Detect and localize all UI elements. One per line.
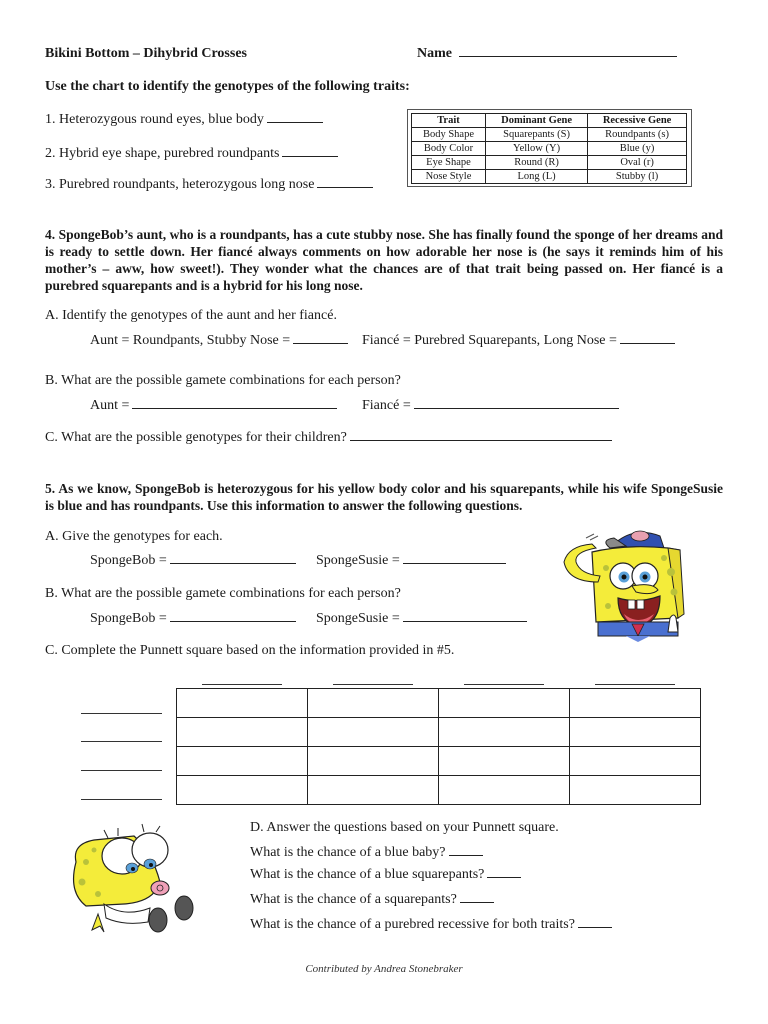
trait-cell: Eye Shape [412, 156, 486, 170]
children-genotypes-blank[interactable] [350, 439, 612, 441]
header-trait: Trait [412, 114, 486, 128]
recessive-cell: Blue (y) [588, 142, 687, 156]
blue-squarepants-blank[interactable] [487, 876, 521, 878]
punnett-cell[interactable] [308, 747, 439, 776]
q4-fiance-gametes: Fiancé = [362, 398, 619, 414]
q4-part-c: C. What are the possible genotypes for their children? [45, 430, 612, 446]
dominant-cell: Long (L) [485, 170, 587, 184]
worksheet-title: Bikini Bottom – Dihybrid Crosses [45, 46, 247, 61]
punnett-cell[interactable] [177, 718, 308, 747]
punnett-cell[interactable] [308, 718, 439, 747]
punnett-row [177, 776, 701, 805]
trait-chart [411, 113, 687, 184]
header-dominant: Dominant Gene [485, 114, 587, 128]
name-blank[interactable] [459, 55, 677, 57]
header-recessive: Recessive Gene [588, 114, 687, 128]
punnett-cell[interactable] [439, 776, 570, 805]
susie-genotype-blank[interactable] [403, 562, 506, 564]
q5-bob-gametes: SpongeBob = [90, 611, 296, 627]
punnett-row-header-blank-2[interactable] [81, 741, 162, 742]
spongebob-saluting-illustration [556, 522, 698, 650]
punnett-cell[interactable] [308, 776, 439, 805]
punnett-cell[interactable] [439, 689, 570, 718]
answer-blank-2[interactable] [282, 155, 338, 157]
part-d-question-1: What is the chance of a blue baby? [250, 845, 483, 861]
question-4-prompt: 4. SpongeBob’s aunt, who is a roundpants, has a cute stubby nose. She has finally found the sponge of her dreams and is ready to settle down. Her fiancé always comments on how adorable her nose is (he says it reminds him of his mother’s – aww, how sweet!). They wonder what the chances are of that trait being passed on. Her fiancé is a purebred squarepants and is a hybrid for his long nose. [45, 227, 723, 293]
q5-part-b-label: B. What are the possible gamete combinations for each person? [45, 586, 401, 601]
q4-aunt-gametes: Aunt = [90, 398, 337, 414]
trait-cell: Nose Style [412, 170, 486, 184]
answer-blank-1[interactable] [267, 121, 323, 123]
part-d-question-4: What is the chance of a purebred recessive for both traits? [250, 917, 612, 933]
table-row [412, 170, 687, 184]
question-2: 2. Hybrid eye shape, purebred roundpants [45, 146, 338, 162]
blue-baby-blank[interactable] [449, 854, 483, 856]
recessive-cell: Stubby (l) [588, 170, 687, 184]
baby-spongebob-illustration [64, 822, 198, 934]
q4-aunt-genotype: Aunt = Roundpants, Stubby Nose = [90, 333, 348, 349]
punnett-cell[interactable] [439, 718, 570, 747]
bob-gametes-blank[interactable] [170, 620, 296, 622]
fiance-gametes-blank[interactable] [414, 407, 619, 409]
q5-part-d-label: D. Answer the questions based on your Punnett square. [250, 820, 559, 835]
dominant-cell: Yellow (Y) [485, 142, 587, 156]
punnett-square [176, 688, 701, 805]
bob-genotype-blank[interactable] [170, 562, 296, 564]
punnett-row [177, 747, 701, 776]
part-d-question-3: What is the chance of a squarepants? [250, 892, 494, 908]
punnett-row [177, 718, 701, 747]
punnett-column-header-blank-3[interactable] [464, 684, 544, 685]
question-5-prompt: 5. As we know, SpongeBob is heterozygous for his yellow body color and his squarepants, while his wife SpongeSusie is blue and has roundpants. Use this information to answer the following questions. [45, 481, 723, 513]
q5-susie-gametes: SpongeSusie = [316, 611, 527, 627]
q5-bob-genotype: SpongeBob = [90, 553, 296, 569]
purebred-recessive-blank[interactable] [578, 926, 612, 928]
aunt-gametes-blank[interactable] [132, 407, 337, 409]
question-3: 3. Purebred roundpants, heterozygous long nose [45, 177, 373, 193]
punnett-cell[interactable] [177, 747, 308, 776]
punnett-cell[interactable] [570, 747, 701, 776]
punnett-cell[interactable] [570, 718, 701, 747]
punnett-row-header-blank-3[interactable] [81, 770, 162, 771]
punnett-column-header-blank-4[interactable] [595, 684, 675, 685]
punnett-row-header-blank-4[interactable] [81, 799, 162, 800]
trait-cell: Body Color [412, 142, 486, 156]
aunt-genotype-blank[interactable] [293, 342, 348, 344]
punnett-cell[interactable] [177, 776, 308, 805]
punnett-row [177, 689, 701, 718]
punnett-cell[interactable] [570, 776, 701, 805]
dominant-cell: Round (R) [485, 156, 587, 170]
recessive-cell: Roundpants (s) [588, 128, 687, 142]
punnett-cell[interactable] [177, 689, 308, 718]
punnett-cell[interactable] [439, 747, 570, 776]
trait-chart-header [412, 114, 687, 128]
table-row [412, 142, 687, 156]
name-label: Name [417, 46, 452, 61]
name-field[interactable] [417, 46, 677, 62]
q5-part-c-label: C. Complete the Punnett square based on the information provided in #5. [45, 643, 455, 658]
punnett-row-header-blank-1[interactable] [81, 713, 162, 714]
chart-instruction: Use the chart to identify the genotypes of the following traits: [45, 79, 410, 94]
squarepants-blank[interactable] [460, 901, 494, 903]
punnett-column-header-blank-2[interactable] [333, 684, 413, 685]
q4-fiance-genotype: Fiancé = Purebred Squarepants, Long Nose = [362, 333, 675, 349]
q5-part-a-label: A. Give the genotypes for each. [45, 529, 223, 544]
q4-part-a-label: A. Identify the genotypes of the aunt and her fiancé. [45, 308, 337, 323]
part-d-question-2: What is the chance of a blue squarepants? [250, 867, 521, 883]
susie-gametes-blank[interactable] [403, 620, 527, 622]
contributor-credit: Contributed by Andrea Stonebraker [305, 963, 463, 975]
punnett-column-header-blank-1[interactable] [202, 684, 282, 685]
dominant-cell: Squarepants (S) [485, 128, 587, 142]
trait-chart-frame [407, 109, 692, 187]
punnett-cell[interactable] [308, 689, 439, 718]
q5-susie-genotype: SpongeSusie = [316, 553, 506, 569]
punnett-cell[interactable] [570, 689, 701, 718]
trait-cell: Body Shape [412, 128, 486, 142]
answer-blank-3[interactable] [317, 186, 373, 188]
fiance-genotype-blank[interactable] [620, 342, 675, 344]
q4-part-b-label: B. What are the possible gamete combinations for each person? [45, 373, 401, 388]
question-1: 1. Heterozygous round eyes, blue body [45, 112, 323, 128]
table-row [412, 156, 687, 170]
table-row [412, 128, 687, 142]
recessive-cell: Oval (r) [588, 156, 687, 170]
